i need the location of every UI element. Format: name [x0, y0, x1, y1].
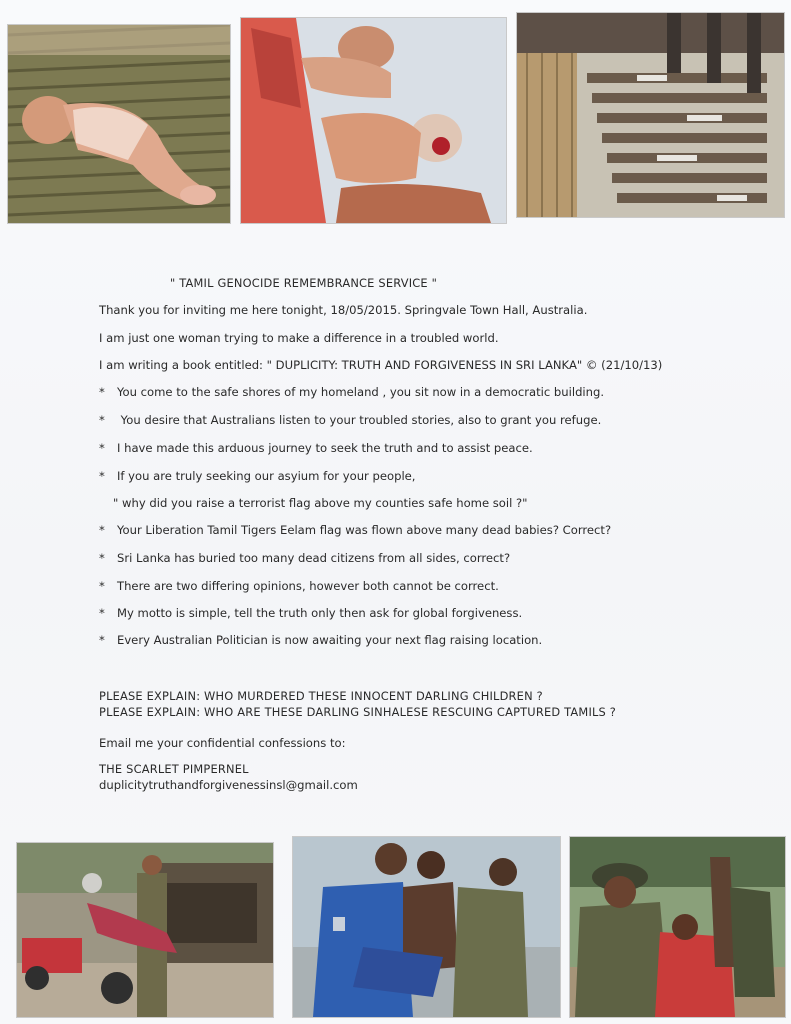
intro-line-1: Thank you for inviting me here tonight, 18/05/2015. Springvale Town Hall, Australia. — [99, 303, 588, 317]
signature-name: THE SCARLET PIMPERNEL — [99, 762, 249, 776]
bullet-item — [99, 551, 510, 565]
page-title: " TAMIL GENOCIDE REMEMBRANCE SERVICE " — [170, 276, 438, 290]
photo-bottom-left — [16, 842, 274, 1018]
intro-line-2: I am just one woman trying to make a difference in a troubled world. — [99, 331, 499, 345]
bullet-text: Your Liberation Tamil Tigers Eelam flag was flown above many dead babies? Correct? — [117, 523, 612, 537]
explain-line-1: PLEASE EXPLAIN: WHO MURDERED THESE INNOCENT DARLING CHILDREN ? — [99, 689, 543, 703]
bullet-mark: * — [99, 413, 105, 427]
photo-top-left — [7, 24, 231, 224]
quote-line: " why did you raise a terrorist flag above my counties safe home soil ?" — [113, 496, 528, 510]
photo-bottom-center — [292, 836, 561, 1018]
bullet-item — [99, 441, 533, 455]
photo-top-center — [240, 17, 507, 224]
bullet-text: You desire that Australians listen to your troubled stories, also to grant you refuge. — [117, 413, 602, 427]
bullet-mark: * — [99, 633, 105, 647]
bullet-text: If you are truly seeking our asyium for your people, — [117, 469, 416, 483]
email-prompt: Email me your confidential confessions to: — [99, 736, 346, 750]
bullet-mark: * — [99, 523, 105, 537]
bullet-mark: * — [99, 551, 105, 565]
bullet-item — [99, 579, 499, 593]
bullet-text: Sri Lanka has buried too many dead citizens from all sides, correct? — [117, 551, 511, 565]
photo-top-right — [516, 12, 785, 218]
photo-bottom-right — [569, 836, 786, 1018]
bullet-item — [99, 385, 604, 399]
intro-line-3: I am writing a book entitled: " DUPLICITY: TRUTH AND FORGIVENESS IN SRI LANKA" © (21/10/13) — [99, 358, 663, 372]
bullet-text: Every Australian Politician is now awaiting your next flag raising location. — [117, 633, 543, 647]
bullet-item — [99, 523, 611, 537]
bullet-mark: * — [99, 385, 105, 399]
bullet-item — [99, 606, 522, 620]
bullet-mark: * — [99, 469, 105, 483]
explain-line-2: PLEASE EXPLAIN: WHO ARE THESE DARLING SINHALESE RESCUING CAPTURED TAMILS ? — [99, 705, 617, 719]
bullet-mark: * — [99, 579, 105, 593]
bullet-text: There are two differing opinions, however both cannot be correct. — [117, 579, 499, 593]
email-address: duplicitytruthandforgivenessinsl@gmail.com — [99, 778, 358, 792]
bullet-text: My motto is simple, tell the truth only then ask for global forgiveness. — [117, 606, 523, 620]
bullet-text: I have made this arduous journey to seek the truth and to assist peace. — [117, 441, 533, 455]
bullet-text: You come to the safe shores of my homeland , you sit now in a democratic building. — [117, 385, 605, 399]
bullet-mark: * — [99, 606, 105, 620]
bullet-mark: * — [99, 441, 105, 455]
bullet-item — [99, 469, 415, 483]
bullet-item — [99, 413, 601, 427]
bullet-item — [99, 633, 542, 647]
